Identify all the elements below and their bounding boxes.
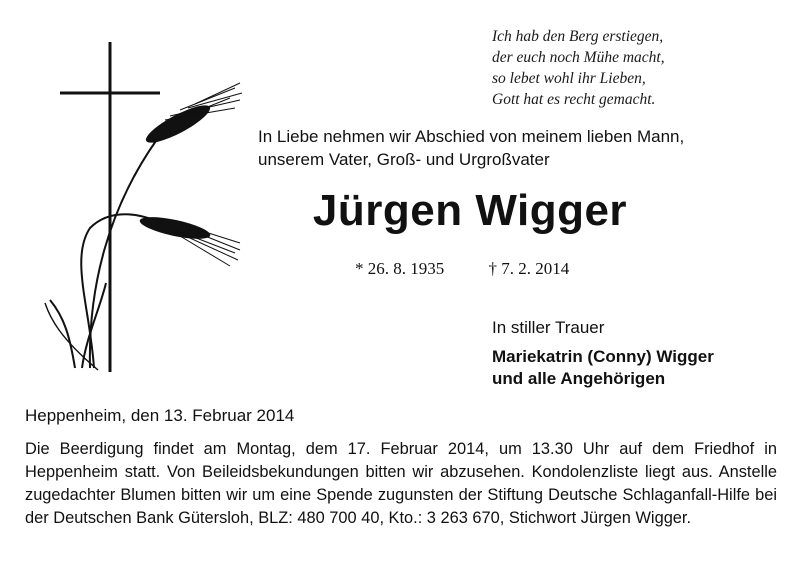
mourner-line: und alle Angehörigen — [492, 369, 666, 388]
funeral-text: Die Beerdigung findet am Montag, dem 17. Februar 2014, um 13.30 Uhr auf dem Friedhof in Heppenheim statt. Von Beileidsbekundungen bitten wir abzusehen. Kondolenzliste liegt aus. Anstelle zugedachter Blumen bitten wir um eine Spende zugunsten der Stiftung Deutsche Schlaganfall-Hilfe bei der Deutschen Bank Gütersloh, BLZ: 480 700 40, Kto.: 3 263 670, Stichwort Jürgen Wigger. — [25, 440, 777, 527]
deceased-name: Jürgen Wigger — [312, 186, 628, 235]
poem-line: Gott hat es recht gemacht. — [492, 91, 656, 108]
death-date: † 7. 2. 2014 — [488, 259, 570, 278]
poem-line: so lebet wohl ihr Lieben, — [492, 70, 646, 87]
birth-date: * 26. 8. 1935 — [355, 259, 445, 278]
wheat-icon — [45, 138, 160, 370]
poem — [492, 26, 792, 110]
intro-line: In Liebe nehmen wir Abschied von meinem lieben Mann, — [258, 127, 685, 146]
poem-line: Ich hab den Berg erstiegen, — [492, 28, 664, 45]
intro-line: unserem Vater, Groß- und Urgroßvater — [258, 150, 550, 169]
mourner-line: Mariekatrin (Conny) Wigger — [492, 347, 714, 366]
poem-line: der euch noch Mühe macht, — [492, 49, 665, 66]
place-date: Heppenheim, den 13. Februar 2014 — [25, 406, 295, 425]
life-dates — [355, 259, 569, 279]
mourners — [492, 346, 714, 390]
mourning-label: In stiller Trauer — [492, 318, 605, 337]
intro-text — [258, 125, 684, 171]
